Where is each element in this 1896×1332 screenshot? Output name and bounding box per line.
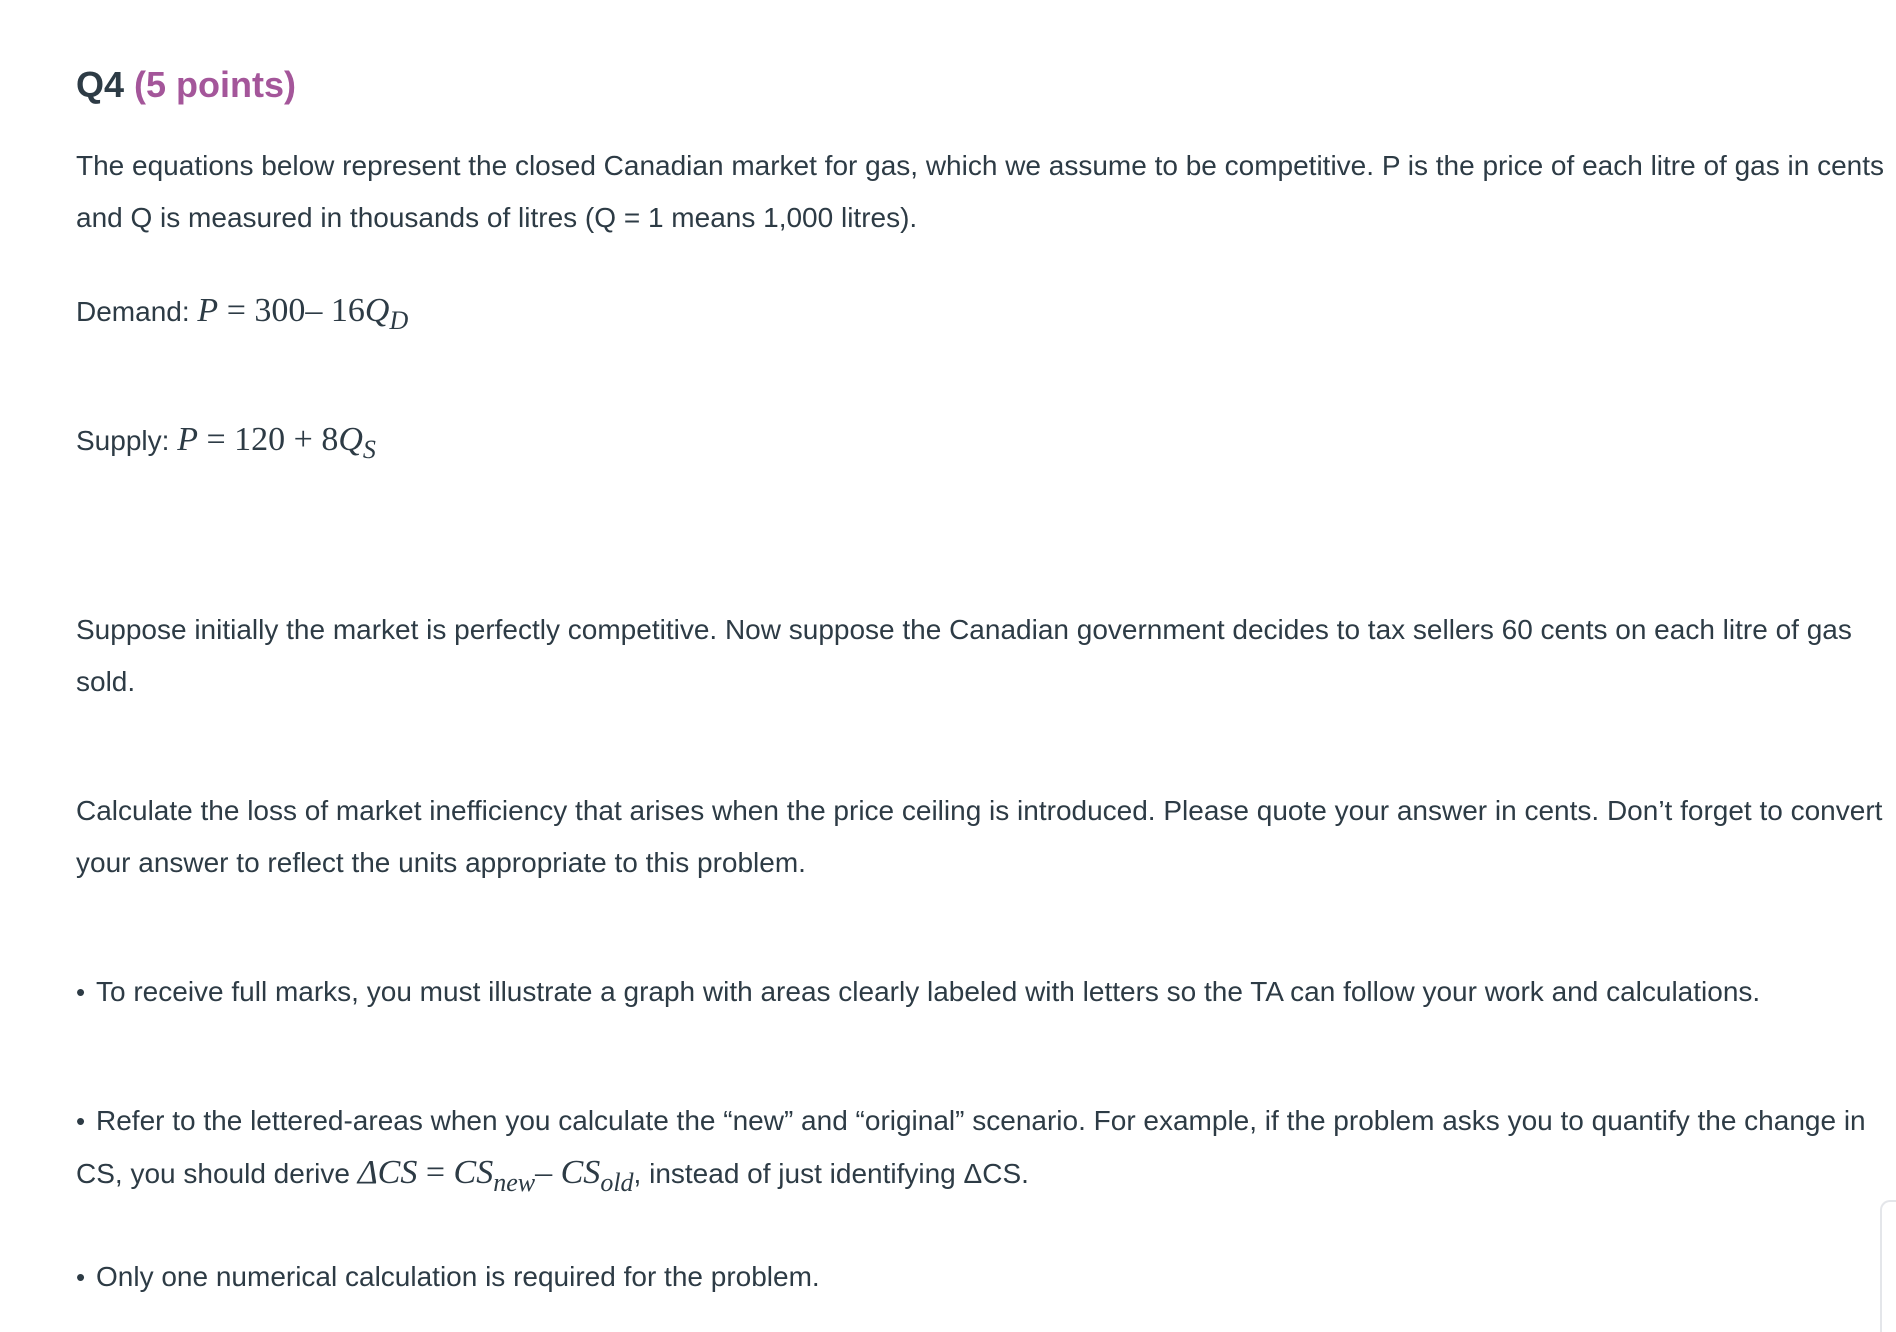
question-points: (5 points) [134,64,297,105]
bullet-lettered-areas [76,1095,1886,1200]
bullet-icon: • [76,1262,86,1292]
demand-formula: P = 300– $16Q_D$ [197,292,409,335]
delta-cs-formula: $\Delta CS = CS_{new}-$ $CS_{old}$ [357,1154,634,1197]
question-title [76,62,296,108]
supply-equation [76,414,1886,467]
bullet-text: To receive full marks, you must illustrate a graph with areas clearly labeled with letters so the TA can follow your work and calculations. [96,976,1761,1007]
bullet-text-end: , instead of just identifying ΔCS. [633,1158,1029,1189]
side-panel-edge [1880,1200,1896,1332]
question-label: Q4 [76,64,125,105]
bullet-graph-requirement [76,966,1886,1018]
task-paragraph: Calculate the loss of market inefficiency that arises when the price ceiling is introduced. Please quote your answer in cents. Don’t forget to convert your answer to reflect the units appropriate to this problem. [76,795,1883,878]
bullet-one-calculation [76,1251,1886,1303]
demand-equation [76,285,1886,338]
intro-paragraph: The equations below represent the closed Canadian market for gas, which we assume to be competitive. P is the price of each litre of gas in cents and Q is measured in thousands of litres (Q = 1 means 1,000 litres). [76,150,1885,233]
bullet-text: Refer to the lettered-areas when you calculate the “new” and “original” scenario. For example, if the problem asks you to quantify the change in CS, you should derive [76,1105,1866,1189]
supply-formula: $P = 120 + 8Q_S$ [177,421,376,464]
bullet-icon: • [76,977,86,1007]
demand-label: Demand: [76,296,190,327]
bullet-icon: • [76,1106,86,1136]
bullet-text: Only one numerical calculation is required for the problem. [96,1261,820,1292]
supply-label: Supply: [76,425,170,456]
scenario-paragraph: Suppose initially the market is perfectly competitive. Now suppose the Canadian government decides to tax sellers 60 cents on each litre of gas sold. [76,614,1852,697]
